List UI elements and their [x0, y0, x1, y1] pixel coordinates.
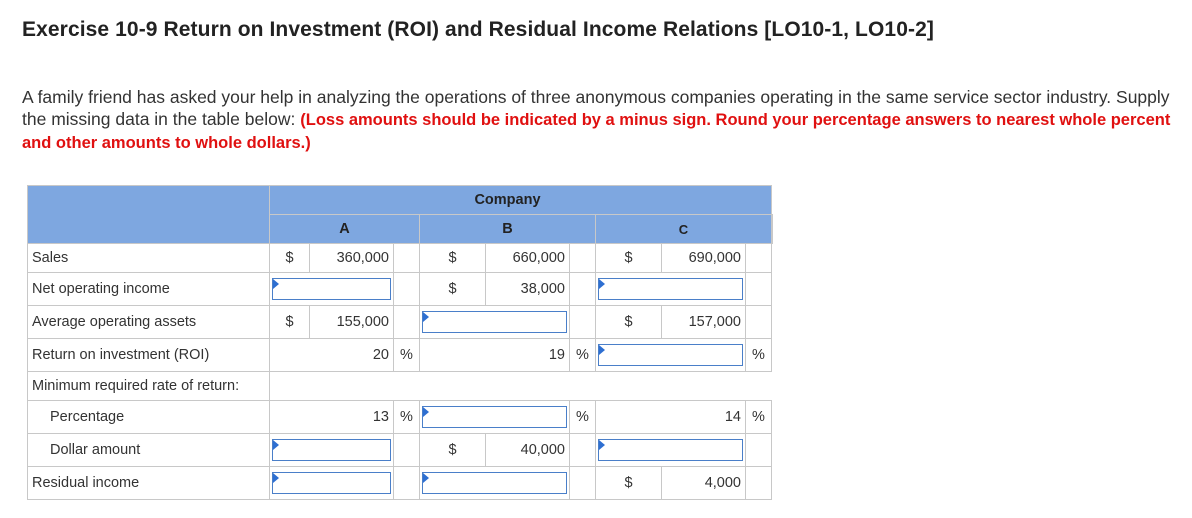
input-marker-icon: [423, 407, 429, 417]
percent-symbol: %: [746, 401, 772, 434]
cell-value: 20: [270, 339, 394, 372]
roi-c-input[interactable]: [599, 345, 742, 365]
cell-value: 40,000: [486, 434, 570, 467]
input-cell: [420, 306, 570, 339]
intro-text: A family friend has asked your help in analyzing the operations of three anonymous companies operating in the same service sector industry. Supply the missing data in the table below:: [22, 87, 1170, 129]
input-cell: [596, 434, 746, 467]
input-cell: [420, 401, 570, 434]
cell-value: 360,000: [310, 244, 394, 273]
instruction-text: (Loss amounts should be indicated by a minus sign. Round your percentage answers to nearest whole percent and other amounts to whole dollars.): [22, 111, 1171, 152]
cell-value: 13: [270, 401, 394, 434]
input-cell: [420, 467, 570, 500]
cell-value: 38,000: [486, 273, 570, 306]
cell-value: 660,000: [486, 244, 570, 273]
percentage-b-input[interactable]: [423, 407, 566, 427]
table-row-roi: [28, 339, 773, 372]
currency-symbol: $: [596, 467, 662, 500]
input-marker-icon: [599, 440, 605, 450]
assets-b-input[interactable]: [423, 312, 566, 332]
input-cell: [596, 273, 746, 306]
currency-symbol: $: [596, 244, 662, 273]
row-label: Percentage: [28, 401, 270, 434]
residual-a-input[interactable]: [273, 473, 390, 493]
noi-c-input[interactable]: [599, 279, 742, 299]
header-blank: [28, 186, 270, 244]
percent-symbol: %: [394, 339, 420, 372]
dollar-c-input[interactable]: [599, 440, 742, 460]
input-cell: [270, 434, 394, 467]
currency-symbol: $: [420, 273, 486, 306]
table-row-min-rate: [28, 372, 773, 401]
row-label: Dollar amount: [28, 434, 270, 467]
table-row-percentage: [28, 401, 773, 434]
input-cell: [270, 467, 394, 500]
input-marker-icon: [273, 279, 279, 289]
input-cell: [596, 339, 746, 372]
cell-value: 690,000: [662, 244, 746, 273]
percent-symbol: %: [570, 401, 596, 434]
input-marker-icon: [599, 279, 605, 289]
percent-symbol: %: [394, 401, 420, 434]
column-header-c: C: [596, 215, 772, 244]
table-row-dollar: [28, 434, 773, 467]
dollar-a-input[interactable]: [273, 440, 390, 460]
company-group-header: Company: [420, 186, 596, 215]
column-header-a: A: [270, 215, 420, 244]
cell-value: 157,000: [662, 306, 746, 339]
row-label: Net operating income: [28, 273, 270, 306]
input-marker-icon: [423, 312, 429, 322]
problem-intro: [22, 86, 1182, 154]
row-label: Sales: [28, 244, 270, 273]
noi-a-input[interactable]: [273, 279, 390, 299]
cell-value: 19: [420, 339, 570, 372]
cell-value: 155,000: [310, 306, 394, 339]
row-label: Minimum required rate of return:: [28, 372, 270, 401]
table-row-residual: [28, 467, 773, 500]
cell-value: 14: [596, 401, 746, 434]
currency-symbol: $: [420, 434, 486, 467]
row-label: Residual income: [28, 467, 270, 500]
percent-symbol: %: [570, 339, 596, 372]
input-cell: [270, 273, 394, 306]
table-row-assets: [28, 306, 773, 339]
data-table: [27, 185, 773, 500]
residual-b-input[interactable]: [423, 473, 566, 493]
currency-symbol: $: [596, 306, 662, 339]
cell-value: 4,000: [662, 467, 746, 500]
table-row-noi: [28, 273, 773, 306]
table-row-sales: [28, 244, 773, 273]
page-title: Exercise 10-9 Return on Investment (ROI) and Residual Income Relations [LO10-1, LO10-2]: [22, 18, 934, 41]
row-label: Average operating assets: [28, 306, 270, 339]
currency-symbol: $: [420, 244, 486, 273]
input-marker-icon: [273, 440, 279, 450]
column-header-b: B: [420, 215, 596, 244]
currency-symbol: $: [270, 306, 310, 339]
input-marker-icon: [273, 473, 279, 483]
input-marker-icon: [599, 345, 605, 355]
currency-symbol: $: [270, 244, 310, 273]
header-row-group: [28, 186, 773, 215]
percent-symbol: %: [746, 339, 772, 372]
input-marker-icon: [423, 473, 429, 483]
row-label: Return on investment (ROI): [28, 339, 270, 372]
